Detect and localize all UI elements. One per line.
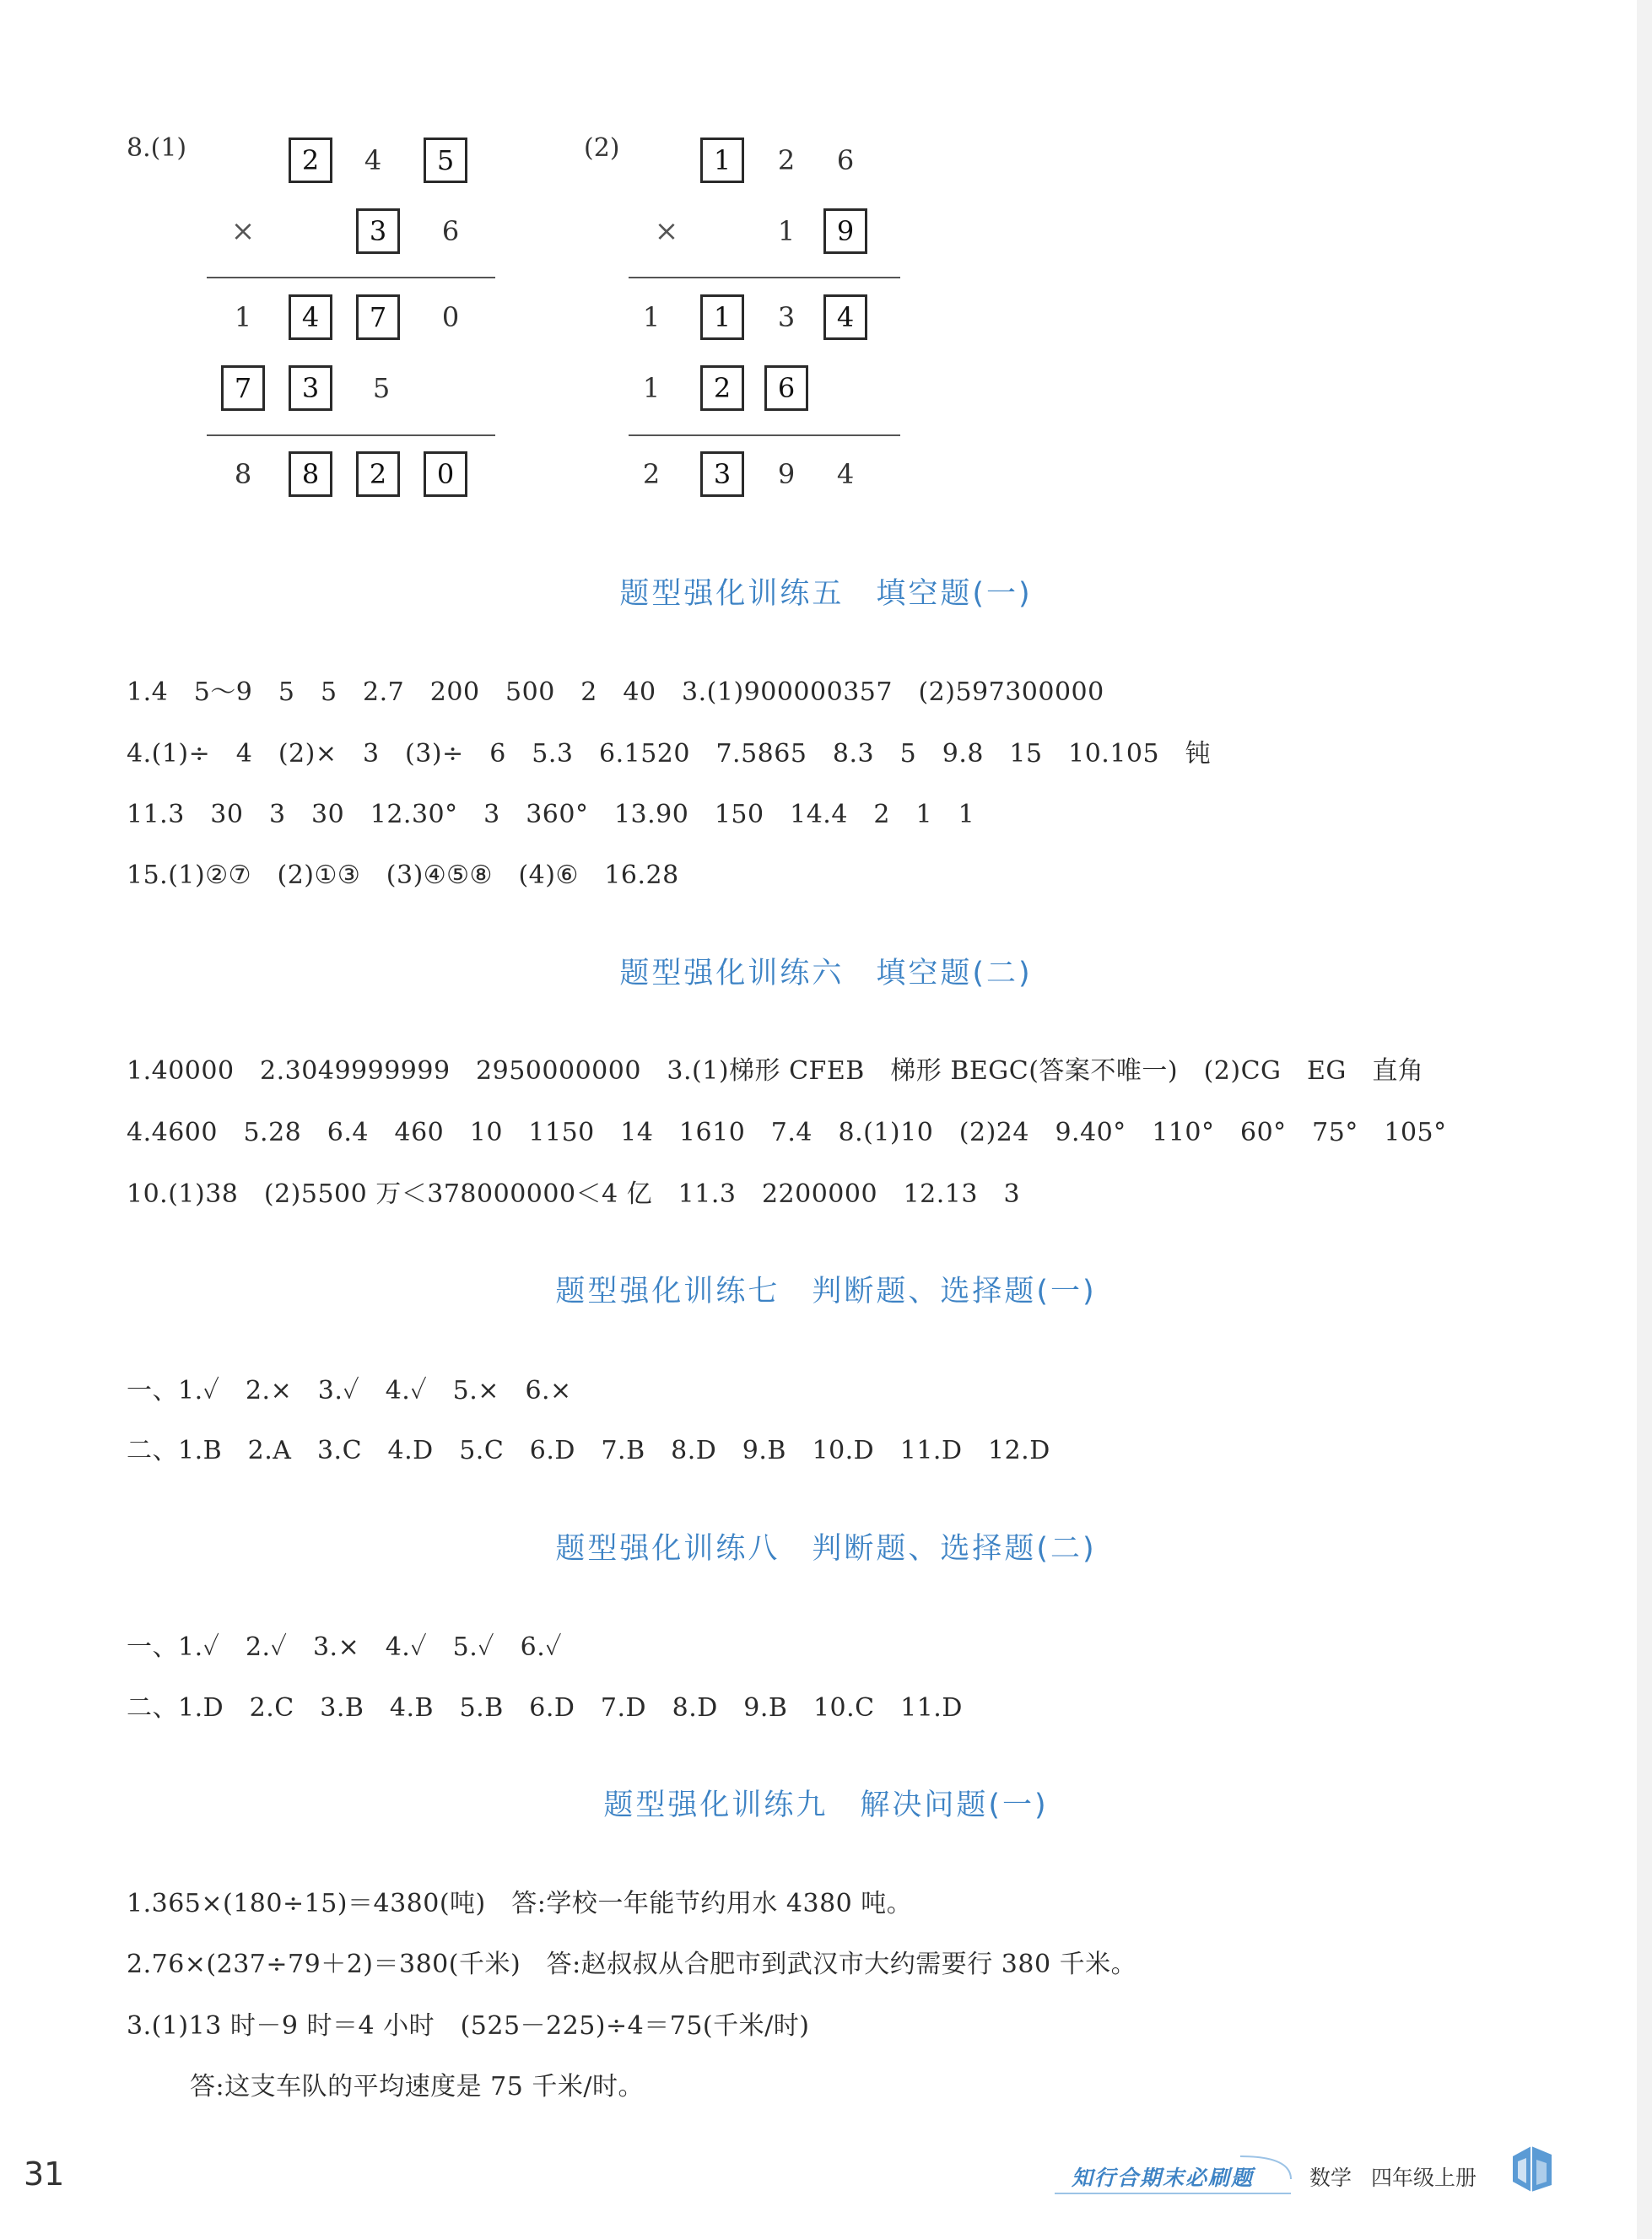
- multiply-sign: ×: [230, 214, 256, 248]
- section-heading: 题型强化训练八 判断题、选择题(二): [555, 1532, 1097, 1566]
- filled-digit-box: 3: [700, 451, 744, 497]
- footer-grade: 四年级上册: [1371, 2166, 1477, 2190]
- filled-digit-box: 4: [823, 294, 867, 340]
- filled-digit-box: 2: [289, 138, 332, 183]
- filled-digit-box: 7: [221, 365, 265, 411]
- sum-rule: [207, 434, 495, 436]
- filled-digit-box: 4: [289, 294, 332, 340]
- answer-line: 1.4 5～9 5 5 2.7 200 500 2 40 3.(1)900000357 (2)597300000: [127, 677, 1104, 707]
- answer-line: 11.3 30 3 30 12.30° 3 360° 13.90 150 14.4 2 1 1: [127, 800, 975, 829]
- given-digit: 1: [234, 301, 252, 333]
- answer-line: 3.(1)13 时－9 时＝4 小时 (525－225)÷4＝75(千米/时): [127, 2011, 810, 2041]
- filled-digit-box: 0: [424, 451, 467, 497]
- answer-line: 2.76×(237÷79＋2)＝380(千米) 答:赵叔叔从合肥市到武汉市大约需要行 380 千米。: [127, 1950, 1137, 1979]
- filled-digit-box: 9: [823, 208, 867, 254]
- answer-line: 1.365×(180÷15)＝4380(吨) 答:学校一年能节约用水 4380 吨。: [127, 1889, 913, 1918]
- given-digit: 9: [777, 458, 796, 490]
- given-digit: 2: [642, 458, 661, 490]
- section-heading: 题型强化训练七 判断题、选择题(一): [555, 1275, 1097, 1308]
- given-digit: 8: [234, 458, 252, 490]
- book-logo-icon: [1506, 2141, 1557, 2193]
- page-number: 31: [24, 2155, 65, 2193]
- given-digit: 4: [836, 458, 855, 490]
- footer-brand: 知行合期末必刷题: [1072, 2166, 1255, 2190]
- filled-digit-box: 6: [764, 365, 808, 411]
- filled-digit-box: 1: [700, 138, 744, 183]
- puzzle-label: (2): [584, 133, 620, 163]
- answer-line: 1.40000 2.3049999999 2950000000 3.(1)梯形 CFEB 梯形 BEGC(答案不唯一) (2)CG EG 直角: [127, 1056, 1424, 1086]
- filled-digit-box: 1: [700, 294, 744, 340]
- filled-digit-box: 3: [289, 365, 332, 411]
- given-digit: 5: [372, 372, 391, 404]
- section-heading: 题型强化训练五 填空题(一): [619, 577, 1033, 611]
- page-edge-shadow: [1637, 0, 1652, 2239]
- answer-line: 二、1.B 2.A 3.C 4.D 5.C 6.D 7.B 8.D 9.B 10.D 11.D 12.D: [127, 1436, 1050, 1465]
- footer-subject: 数学: [1309, 2166, 1352, 2190]
- puzzle-label: 8.(1): [127, 133, 187, 163]
- filled-digit-box: 2: [700, 365, 744, 411]
- filled-digit-box: 3: [356, 208, 400, 254]
- filled-digit-box: 8: [289, 451, 332, 497]
- section-heading: 题型强化训练九 解决问题(一): [603, 1789, 1049, 1822]
- sum-rule: [629, 434, 900, 436]
- section-heading: 题型强化训练六 填空题(二): [619, 957, 1033, 990]
- answer-line: 15.(1)②⑦ (2)①③ (3)④⑤⑧ (4)⑥ 16.28: [127, 861, 679, 890]
- given-digit: 3: [777, 301, 796, 333]
- given-digit: 1: [642, 372, 661, 404]
- given-digit: 2: [777, 144, 796, 176]
- answer-line: 4.(1)÷ 4 (2)× 3 (3)÷ 6 5.3 6.1520 7.5865 8.3 5 9.8 15 10.105 钝: [127, 739, 1212, 769]
- multiply-sign: ×: [654, 214, 679, 248]
- answer-line: 4.4600 5.28 6.4 460 10 1150 14 1610 7.4 8.(1)10 (2)24 9.40° 110° 60° 75° 105°: [127, 1118, 1447, 1147]
- answer-line: 二、1.D 2.C 3.B 4.B 5.B 6.D 7.D 8.D 9.B 10.C 11.D: [127, 1693, 963, 1723]
- answer-line: 一、1.✓ 2.× 3.✓ 4.✓ 5.× 6.×: [127, 1376, 572, 1405]
- filled-digit-box: 7: [356, 294, 400, 340]
- given-digit: 0: [441, 301, 460, 333]
- filled-digit-box: 2: [356, 451, 400, 497]
- given-digit: 1: [777, 215, 796, 247]
- product-rule: [207, 277, 495, 278]
- given-digit: 1: [642, 301, 661, 333]
- given-digit: 6: [441, 215, 460, 247]
- answer-line: 答:这支车队的平均速度是 75 千米/时。: [190, 2072, 644, 2101]
- product-rule: [629, 277, 900, 278]
- given-digit: 4: [364, 144, 382, 176]
- answer-line: 10.(1)38 (2)5500 万＜378000000＜4 亿 11.3 2200000 12.13 3: [127, 1179, 1021, 1209]
- answer-line: 一、1.✓ 2.✓ 3.× 4.✓ 5.✓ 6.✓: [127, 1632, 563, 1662]
- given-digit: 6: [836, 144, 855, 176]
- filled-digit-box: 5: [424, 138, 467, 183]
